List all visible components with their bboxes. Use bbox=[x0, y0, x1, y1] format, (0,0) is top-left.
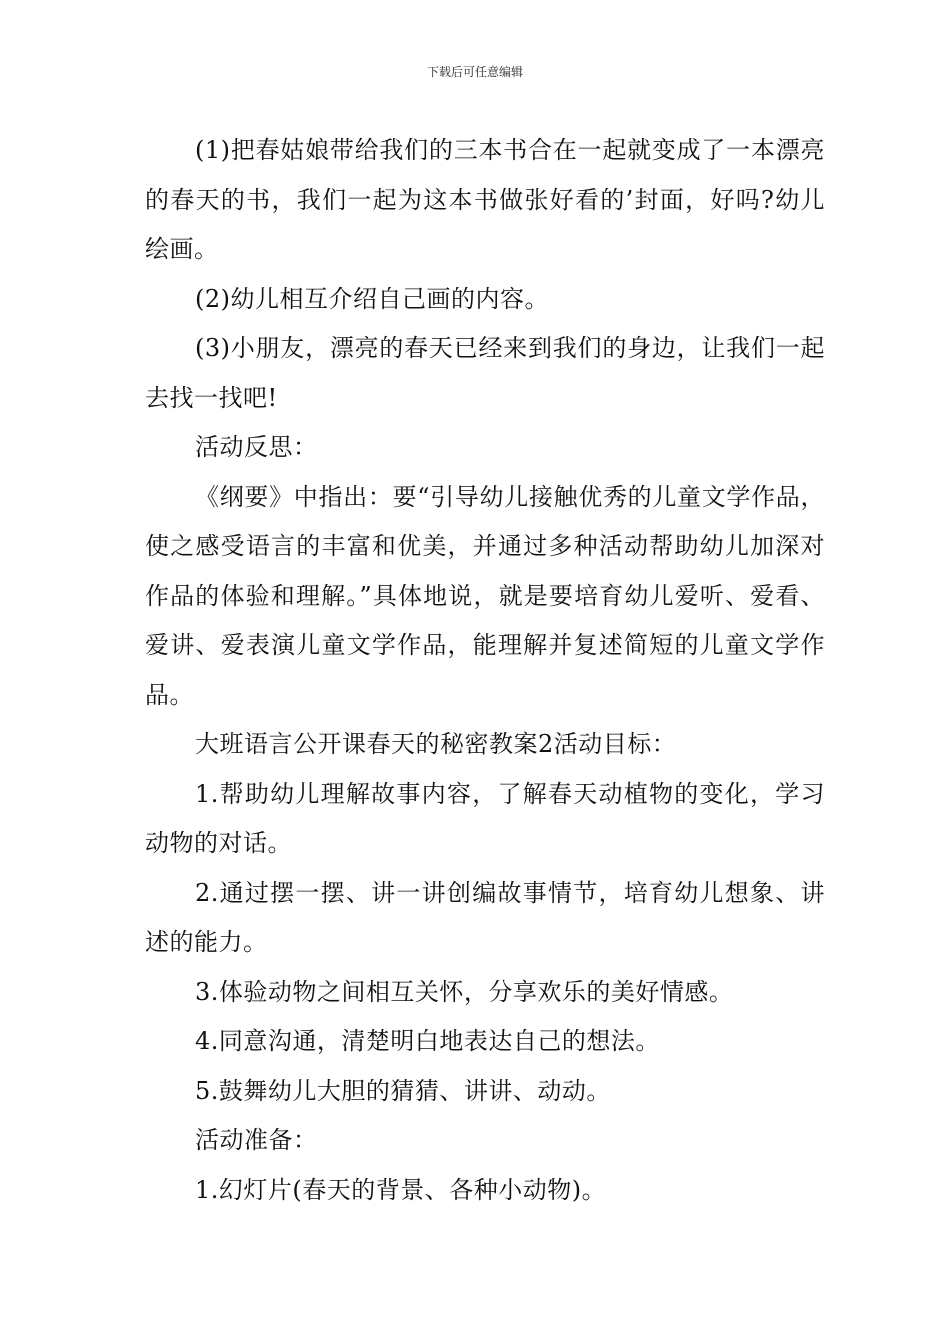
paragraph-introduce-drawing: (2)幼儿相互介绍自己画的内容。 bbox=[195, 284, 549, 313]
paragraph-find-spring: (3)小朋友，漂亮的春天已经来到我们的身边，让我们一起去找一找吧! bbox=[145, 334, 825, 412]
heading-lesson-2-goals: 大班语言公开课春天的秘密教案2活动目标： bbox=[195, 730, 677, 758]
goal-item-3: 3.体验动物之间相互关怀，分享欢乐的美好情感。 bbox=[195, 977, 734, 1006]
page-header: 下载后可任意编辑 bbox=[426, 65, 523, 79]
preparation-item-1: 1.幻灯片(春天的背景、各种小动物)。 bbox=[195, 1175, 607, 1204]
goal-item-5: 5.鼓舞幼儿大胆的猜猜、讲讲、动动。 bbox=[195, 1076, 611, 1105]
paragraph-cover-drawing: (1)把春姑娘带给我们的三本书合在一起就变成了一本漂亮的春天的书，我们一起为这本书做张好看的’封面，好吗?幼儿绘画。 bbox=[145, 136, 825, 263]
goal-item-4: 4.同意沟通，清楚明白地表达自己的想法。 bbox=[195, 1027, 660, 1055]
heading-activity-preparation: 活动准备： bbox=[195, 1126, 318, 1154]
goal-item-1: 1.帮助幼儿理解故事内容，了解春天动植物的变化，学习动物的对话。 bbox=[145, 779, 825, 857]
document-body bbox=[145, 126, 825, 1215]
goal-item-2: 2.通过摆一摆、讲一讲创编故事情节，培育幼儿想象、讲述的能力。 bbox=[145, 878, 825, 956]
heading-activity-reflection: 活动反思： bbox=[195, 433, 318, 461]
paragraph-guidelines: 《纲要》中指出：要“引导幼儿接触优秀的儿童文学作品，使之感受语言的丰富和优美，并通过多种活动帮助幼儿加深对作品的体验和理解。”具体地说，就是要培育幼儿爱听、爱看、爱讲、爱表演儿童文学作品，能理解并复述简短的儿童文学作品。 bbox=[145, 482, 825, 709]
